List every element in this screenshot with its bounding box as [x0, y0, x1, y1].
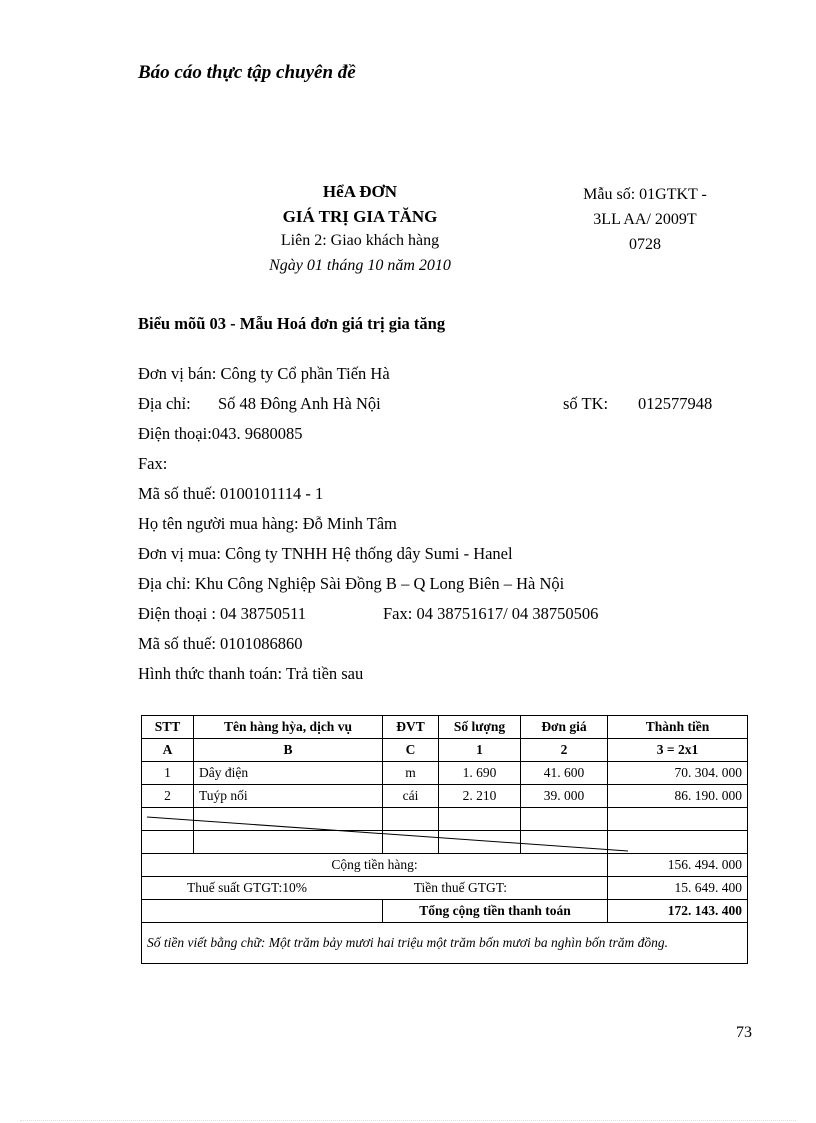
invoice-title: HểA ĐƠN — [322, 182, 398, 201]
empty-cell — [439, 831, 521, 854]
seller-tax-code: Mã số thuế: 0100101114 - 1 — [138, 484, 324, 503]
seller-fax: Fax: — [138, 454, 168, 473]
row-stt: 2 — [142, 785, 194, 808]
buyer-fax: Fax: 04 38751617/ 04 38750506 — [383, 604, 599, 623]
page-number: 73 — [736, 1024, 752, 1041]
in-words-row — [142, 923, 748, 964]
footer-divider — [20, 1120, 796, 1121]
subtotal-row — [142, 854, 748, 877]
empty-cell — [142, 808, 194, 831]
total-row — [142, 900, 748, 923]
row-price: 39. 000 — [521, 785, 608, 808]
header-amount: Thành tiền — [608, 716, 748, 739]
code-cell: B — [194, 739, 383, 762]
code-cell: 3 = 2x1 — [608, 739, 748, 762]
row-quantity: 2. 210 — [439, 785, 521, 808]
seller-address-label: Địa chỉ: — [138, 394, 191, 413]
row-amount: 86. 190. 000 — [608, 785, 748, 808]
seller-phone: Điện thoại:043. 9680085 — [138, 424, 303, 443]
invoice-date: Ngày 01 tháng 10 năm 2010 — [269, 257, 451, 274]
vat-label: Tiền thuế GTGT: — [413, 880, 508, 895]
seller-address: Số 48 Đông Anh Hà Nội — [218, 394, 381, 413]
invoice-subtitle: GIÁ TRỊ GIA TĂNG — [282, 207, 438, 226]
empty-cell — [383, 831, 439, 854]
vat-value: 15. 649. 400 — [608, 877, 748, 900]
total-label: Tổng cộng tiền thanh toán — [383, 900, 608, 923]
header-unit: ĐVT — [383, 716, 439, 739]
header-item: Tên hàng hỳa, dịch vụ — [194, 716, 383, 739]
row-unit: m — [383, 762, 439, 785]
invoice-table — [141, 715, 748, 964]
row-price: 41. 600 — [521, 762, 608, 785]
empty-cell — [142, 831, 194, 854]
row-stt: 1 — [142, 762, 194, 785]
row-item: Tuýp nối — [194, 785, 383, 808]
row-item: Dây điện — [194, 762, 383, 785]
buyer-unit: Đơn vị mua: Công ty TNHH Hệ thống dây Sumi - Hanel — [138, 544, 513, 563]
amount-in-words: Số tiền viết bằng chữ: Một trăm bảy mươi hai triệu một trăm bốn mươi ba nghìn bốn trăm đồng. — [142, 923, 748, 964]
total-value: 172. 143. 400 — [608, 900, 748, 923]
table-row — [142, 762, 748, 785]
report-header: Báo cáo thực tập chuyên đề — [138, 62, 356, 83]
form-number-1: Mẫu số: 01GTKT - — [583, 186, 707, 203]
seller-account: 012577948 — [638, 394, 713, 413]
empty-cell — [521, 808, 608, 831]
empty-cell — [439, 808, 521, 831]
figure-caption: Biểu mõũ 03 - Mẫu Hoá đơn giá trị gia tăng — [138, 314, 446, 333]
empty-cell — [383, 808, 439, 831]
table-row — [142, 785, 748, 808]
code-cell: A — [142, 739, 194, 762]
row-amount: 70. 304. 000 — [608, 762, 748, 785]
empty-cell — [521, 831, 608, 854]
table-header-row — [142, 716, 748, 739]
invoice-copy: Liên 2: Giao khách hàng — [280, 232, 440, 249]
empty-row — [142, 808, 748, 831]
header-stt: STT — [142, 716, 194, 739]
buyer-address: Địa chỉ: Khu Công Nghiệp Sài Đồng B – Q Long Biên – Hà Nội — [138, 574, 565, 593]
buyer-tax-code: Mã số thuế: 0101086860 — [138, 634, 303, 653]
code-cell: 2 — [521, 739, 608, 762]
code-cell: C — [383, 739, 439, 762]
vat-cell — [142, 877, 608, 900]
header-price: Đơn giá — [521, 716, 608, 739]
vat-row — [142, 877, 748, 900]
payment-method: Hình thức thanh toán: Trả tiền sau — [138, 664, 364, 683]
empty-cell — [194, 831, 383, 854]
empty-row — [142, 831, 748, 854]
code-cell: 1 — [439, 739, 521, 762]
buyer-name: Họ tên người mua hàng: Đỗ Minh Tâm — [138, 514, 397, 533]
seller-account-label: số TK: — [563, 394, 609, 413]
row-quantity: 1. 690 — [439, 762, 521, 785]
subtotal-label: Cộng tiền hàng: — [142, 854, 608, 877]
form-number-2: 3LL AA/ 2009T — [593, 211, 697, 228]
total-blank — [142, 900, 383, 923]
seller-unit: Đơn vị bán: Công ty Cổ phần Tiến Hà — [138, 364, 390, 383]
empty-cell — [194, 808, 383, 831]
vat-rate: Thuế suất GTGT:10% — [186, 880, 308, 895]
empty-cell — [608, 831, 748, 854]
subtotal-value: 156. 494. 000 — [608, 854, 748, 877]
table-code-row — [142, 739, 748, 762]
row-unit: cái — [383, 785, 439, 808]
header-quantity: Số lượng — [439, 716, 521, 739]
form-number-3: 0728 — [629, 236, 661, 253]
buyer-phone: Điện thoại : 04 38750511 — [138, 604, 307, 623]
empty-cell — [608, 808, 748, 831]
